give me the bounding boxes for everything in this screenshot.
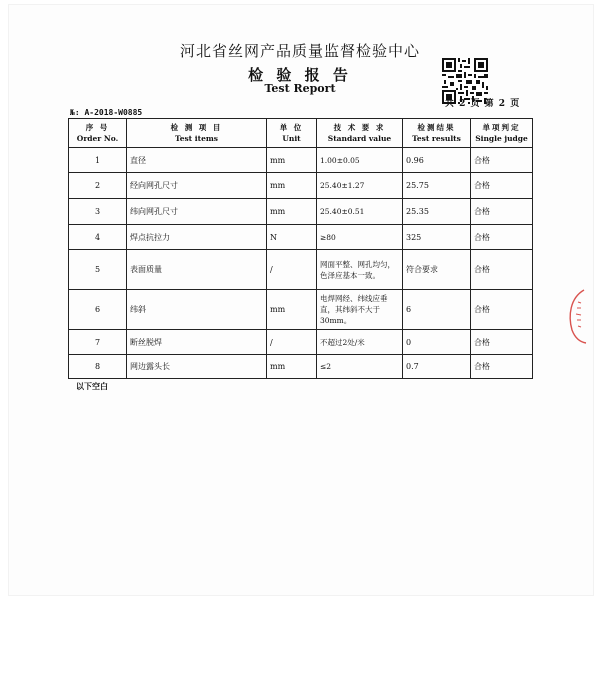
test-result: 325 — [403, 225, 471, 250]
report-title-cn: 检 验 报 告 — [248, 66, 352, 84]
unit: / — [267, 250, 317, 290]
standard-value: ≥80 — [317, 225, 403, 250]
test-result: 0 — [403, 330, 471, 355]
standard-value: 电焊网经、纬线应垂直，其纬斜不大于30mm。 — [317, 290, 403, 330]
unit: mm — [267, 173, 317, 199]
test-item: 直径 — [127, 148, 267, 173]
order-no: 6 — [69, 290, 127, 330]
single-judge: 合格 — [471, 148, 533, 173]
table-row — [69, 199, 533, 225]
order-no: 2 — [69, 173, 127, 199]
unit: mm — [267, 355, 317, 379]
unit: mm — [267, 199, 317, 225]
column-header-order-no: 序 号 Order No. — [69, 119, 127, 148]
seal-stamp-icon — [566, 288, 588, 344]
standard-value: 网面平整、网孔均匀，色泽应基本一致。 — [317, 250, 403, 290]
test-result: 6 — [403, 290, 471, 330]
test-item: 焊点抗拉力 — [127, 225, 267, 250]
standard-value: 不超过2处/米 — [317, 330, 403, 355]
column-header-test-items: 检 测 项 目 Test items — [127, 119, 267, 148]
single-judge: 合格 — [471, 199, 533, 225]
table-row — [69, 225, 533, 250]
test-result: 0.96 — [403, 148, 471, 173]
test-item: 纬斜 — [127, 290, 267, 330]
order-no: 5 — [69, 250, 127, 290]
order-no: 8 — [69, 355, 127, 379]
column-header-test-results: 检测结果 Test results — [403, 119, 471, 148]
table-header-row — [69, 119, 533, 148]
report-number: №: A-2018-W0885 — [70, 108, 143, 117]
column-header-single-judge: 单项判定 Single judge — [471, 119, 533, 148]
order-no: 1 — [69, 148, 127, 173]
test-item: 网边露头长 — [127, 355, 267, 379]
table-row — [69, 250, 533, 290]
table-row — [69, 290, 533, 330]
table-row — [69, 173, 533, 199]
table-row — [69, 148, 533, 173]
unit: mm — [267, 148, 317, 173]
single-judge: 合格 — [471, 330, 533, 355]
unit: N — [267, 225, 317, 250]
single-judge: 合格 — [471, 173, 533, 199]
standard-value: 25.40±0.51 — [317, 199, 403, 225]
table-row — [69, 330, 533, 355]
single-judge: 合格 — [471, 355, 533, 379]
test-item: 纬向网孔尺寸 — [127, 199, 267, 225]
unit: / — [267, 330, 317, 355]
order-no: 4 — [69, 225, 127, 250]
test-result: 25.35 — [403, 199, 471, 225]
test-result: 符合要求 — [403, 250, 471, 290]
test-item: 断丝脱焊 — [127, 330, 267, 355]
page-count: 共 2 页 第 2 页 — [445, 99, 521, 109]
single-judge: 合格 — [471, 290, 533, 330]
test-item: 表面质量 — [127, 250, 267, 290]
organization-name: 河北省丝网产品质量监督检验中心 — [179, 42, 420, 60]
standard-value: 1.00±0.05 — [317, 148, 403, 173]
order-no: 7 — [69, 330, 127, 355]
test-result: 25.75 — [403, 173, 471, 199]
column-header-unit: 单 位 Unit — [267, 119, 317, 148]
table-row — [69, 355, 533, 379]
single-judge: 合格 — [471, 225, 533, 250]
order-no: 3 — [69, 199, 127, 225]
single-judge: 合格 — [471, 250, 533, 290]
test-result: 0.7 — [403, 355, 471, 379]
test-item: 经向网孔尺寸 — [127, 173, 267, 199]
results-table — [68, 118, 533, 379]
standard-value: ≤2 — [317, 355, 403, 379]
report-title-en: Test Report — [264, 82, 336, 95]
column-header-standard-value: 技 术 要 求 Standard value — [317, 119, 403, 148]
blank-below-note: 以下空白 — [76, 381, 108, 391]
unit: mm — [267, 290, 317, 330]
standard-value: 25.40±1.27 — [317, 173, 403, 199]
